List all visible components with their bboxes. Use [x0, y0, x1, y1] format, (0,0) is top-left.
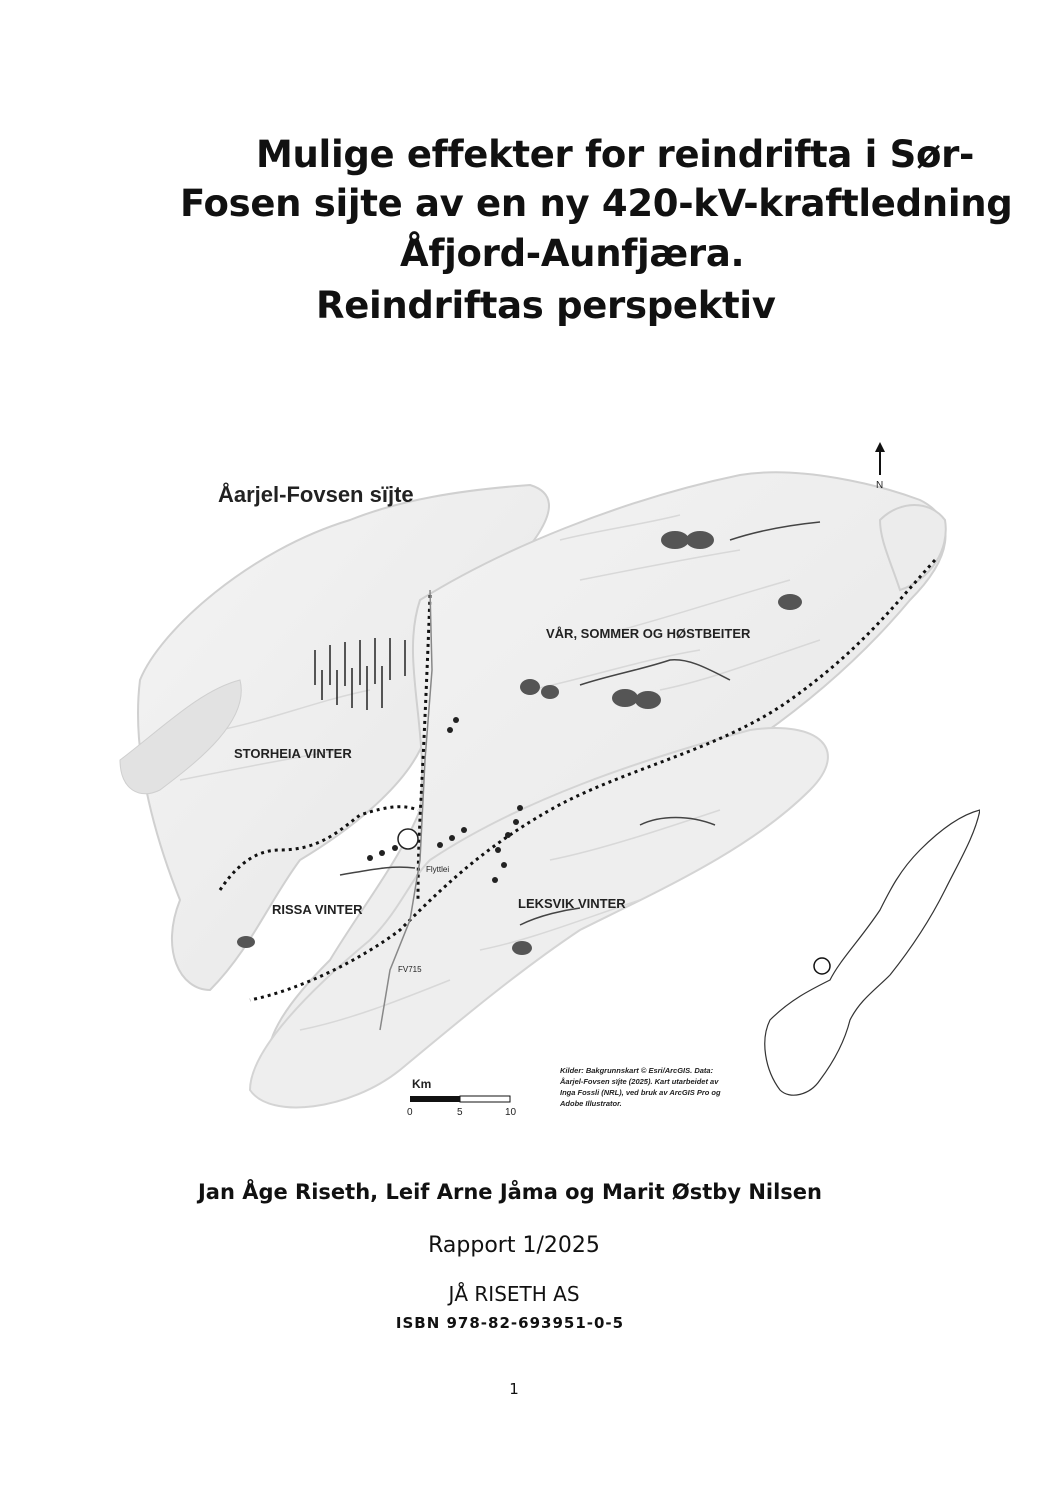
label-rissa: RISSA VINTER: [272, 902, 363, 917]
title-line-1: Mulige effekter for reindrifta i Sør-: [256, 133, 975, 176]
label-road: FV715: [398, 965, 422, 974]
scale-tick-0: 0: [407, 1107, 413, 1118]
scale-unit: Km: [412, 1077, 432, 1091]
scale-tick-10: 10: [505, 1107, 517, 1118]
map-heading: Åarjel-Fovsen sïjte: [218, 482, 414, 507]
title-line-3: Åfjord-Aunfjæra.: [400, 232, 745, 275]
fence-icon: [398, 829, 418, 849]
label-flyttlei: Flyttlei: [426, 865, 450, 874]
title-line-4: Reindriftas perspektiv: [316, 284, 776, 327]
credit-line-3: Inga Fossli (NRL), ved bruk av ArcGIS Pro og: [560, 1088, 721, 1097]
north-arrow-head-icon: [875, 442, 885, 452]
credit-line-2: Åarjel-Fovsen sïjte (2025). Kart utarbeidet av: [560, 1077, 719, 1086]
page-number: 1: [509, 1380, 519, 1398]
scale-bar-white: [460, 1096, 510, 1102]
map-credits: [559, 1066, 721, 1108]
report-number: Rapport 1/2025: [428, 1233, 600, 1258]
location-circle: [814, 958, 830, 974]
norway-inset-map: [765, 810, 980, 1095]
cover-map: [100, 430, 980, 1130]
north-label: N: [876, 480, 884, 491]
scale-tick-5: 5: [457, 1107, 463, 1118]
map-svg: [100, 430, 980, 1130]
scale-bar-black: [410, 1096, 460, 1102]
label-leksvik: LEKSVIK VINTER: [518, 896, 626, 911]
credit-line-4: Adobe Illustrator.: [560, 1099, 622, 1108]
publisher: JÅ RISETH AS: [448, 1282, 580, 1306]
isbn: ISBN 978-82-693951-0-5: [395, 1314, 625, 1332]
title-line-2: Fosen sijte av en ny 420-kV-kraftledning: [180, 182, 1013, 225]
credit-line-1: Kilder: Bakgrunnskart © Esri/ArcGIS. Data:: [560, 1066, 714, 1075]
authors: Jan Åge Riseth, Leif Arne Jåma og Marit Østby Nilsen: [197, 1180, 823, 1204]
label-storheia: STORHEIA VINTER: [234, 746, 352, 761]
label-var-sommer: VÅR, SOMMER OG HØSTBEITER: [546, 626, 751, 641]
